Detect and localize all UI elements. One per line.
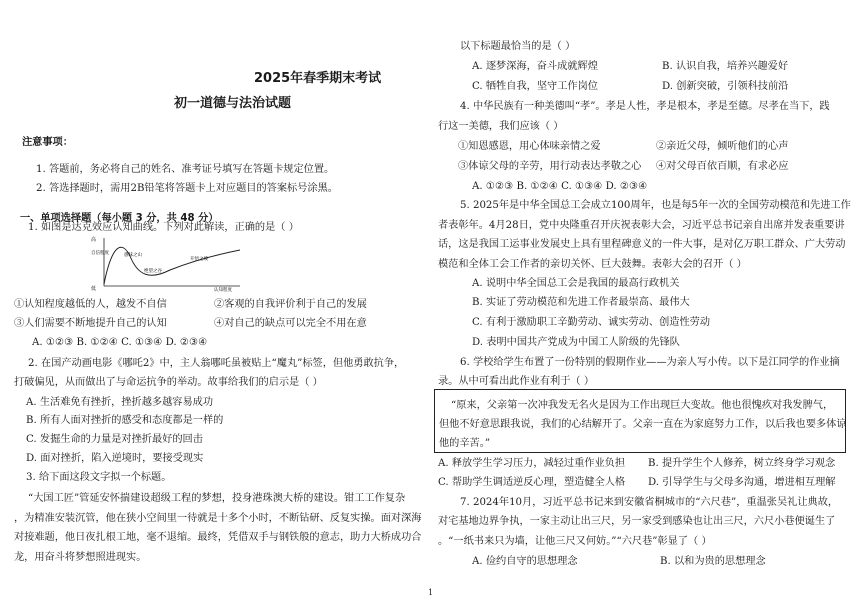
q3-option: B. 认识自我，培养兴趣爱好	[662, 61, 789, 72]
q5-stem: 模范和全体工会工作者的亲切关怀、巨大鼓舞。表彰大会的召开（ ）	[438, 259, 747, 270]
q6-option: D. 引导学生与父母多沟通，增进相互理解	[648, 477, 836, 488]
q2-stem: 打破偏见，从而做出了与命运抗争的举动。故事给我们的启示是（ ）	[14, 377, 323, 388]
notice-item: 1. 答题前，务必将自己的姓名、准考证号填写在答题卡规定位置。	[36, 164, 335, 175]
q4-options: A. ①②③ B. ①②④ C. ①③④ D. ②③④	[472, 181, 648, 192]
subject-title: 初一道德与法治试题	[174, 96, 292, 111]
q5-option: B. 实证了劳动模范和先进工作者最崇高、最伟大	[472, 297, 690, 308]
quote-box	[434, 389, 846, 453]
q4-statement: ②亲近父母，倾听他们的心声	[656, 141, 789, 152]
quote-line: 他的辛苦。”	[439, 438, 491, 449]
q3-option: D. 创新突破，引领科技前沿	[662, 81, 789, 92]
q3-option: C. 牺牲自我，坚守工作岗位	[472, 81, 598, 92]
q3-passage: 对接难题，他日夜扎根工地，毫不退缩。最终，凭借双手与钢铁般的意志，助力大桥成功合	[14, 532, 422, 543]
ylabel-low: 低	[91, 286, 97, 292]
q5-option: C. 有利于激励职工辛勤劳动、诚实劳动、创造性劳动	[472, 317, 711, 328]
q4-statement: ③体谅父母的辛劳，用行动表达孝敬之心	[458, 161, 642, 172]
q1-statement: ③人们需要不断地提升自己的认知	[14, 318, 167, 329]
q1-statement: ②客观的自我评价利于自己的发展	[214, 299, 367, 310]
q2-option: B. 所有人面对挫折的感受和态度都是一样的	[26, 415, 224, 426]
q5-stem: 者表彰年。4月28日，党中央隆重召开庆祝表彰大会，习近平总书记亲自出席并发表重要讲	[438, 220, 845, 231]
q2-option: A. 生活难免有挫折，挫折越多越容易成功	[26, 397, 214, 408]
q7-option: B. 以和为贵的思想理念	[660, 556, 766, 567]
q6-stem: 录。从中可看出此作业有利于（ ）	[438, 376, 595, 387]
quote-line: 但他不好意思跟我说，我们的心结解开了。父亲一直在为家庭努力工作，以后我也要多体谅	[439, 419, 847, 430]
curve-label: 绝望之谷	[144, 269, 162, 274]
page-number: 1	[428, 588, 434, 597]
q6-option: B. 提升学生个人修养，树立终身学习观念	[648, 458, 836, 469]
q3-passage: 龙，用奋斗将梦想照进现实。	[14, 552, 147, 563]
q3-passage: ，为精准安装沉管，他在狭小空间里一待就是十多个小时，不断钻研、反复实操。面对深海	[14, 513, 422, 524]
q1-statement: ④对自己的缺点可以完全不用在意	[214, 318, 367, 329]
section-heading: 一、单项选择题（每小题 3 分，共 48 分）	[20, 213, 219, 224]
q1-statement: ①认知程度越低的人，越发不自信	[14, 299, 167, 310]
q4-stem: 4. 中华民族有一种美德叫“孝”。孝是人性，孝是根本，孝是至德。尽孝在当下，践	[460, 101, 830, 112]
q6-option: A. 释放学生学习压力，减轻过重作业负担	[438, 458, 626, 469]
q3-option: A. 逐梦深海，奋斗成就辉煌	[472, 61, 598, 72]
q2-option: D. 面对挫折，陷入逆境时，要接受现实	[26, 453, 204, 464]
q4-statement: ①知恩感恩，用心体味亲情之爱	[458, 141, 601, 152]
notice-item: 2. 答选择题时，需用2B铅笔将答题卡上对应题目的答案标号涂黑。	[36, 183, 338, 194]
xlabel: 认知程度	[214, 288, 232, 292]
q2-option: C. 发掘生命的力量是对挫折最好的回击	[26, 434, 203, 445]
q4-stem: 行这一美德，我们应该（ ）	[438, 121, 564, 132]
q3-passage: “大国工匠”管延安怀揣建设超级工程的梦想，投身港珠澳大桥的建设。钳工工作复杂	[28, 493, 406, 504]
q7-option: A. 俭约自守的思想理念	[472, 556, 578, 567]
q7-stem: 7. 2024年10月，习近平总书记来到安徽省桐城市的“六尺巷”，重温张吴礼让典故，	[460, 497, 839, 508]
q5-stem: 5. 2025年是中华全国总工会成立100周年，也是每5年一次的全国劳动模范和先进工作	[460, 200, 851, 211]
ylabel: 自信程度	[91, 251, 109, 256]
quote-line: “原来，父亲第一次冲我发无名火是因为工作出现巨大变故。他也很愧疚对我发脾气，	[451, 400, 834, 411]
dunning-kruger-figure	[90, 234, 246, 292]
exam-title: 2025年春季期末考试	[254, 71, 382, 86]
q2-stem: 2. 在国产动画电影《哪吒2》中，主人翁哪吒虽被贴上“魔丸”标签，但他勇敢抗争，	[28, 358, 405, 369]
q7-stem: 对宅基地边界争执，一家主动让出三尺，另一家受到感染也让出三尺，六尺小巷便诞生了	[438, 516, 836, 527]
q1-options: A. ①②③ B. ①②④ C. ①③④ D. ②③④	[32, 337, 208, 348]
q6-option: C. 帮助学生调适逆反心理，塑造健全人格	[438, 477, 626, 488]
q7-stem: 。“一纸书来只为墙，让他三尺又何妨。”“六尺巷”彰显了（ ）	[438, 536, 712, 547]
ylabel-high: 高	[91, 237, 97, 243]
q5-option: A. 说明中华全国总工会是我国的最高行政机关	[472, 278, 680, 289]
q3-stem: 3. 给下面这段文字拟一个标题。	[26, 472, 172, 483]
curve-label: 开悟之坡	[190, 257, 208, 262]
q4-statement: ④对父母百依百顺，有求必应	[656, 161, 789, 172]
q6-stem: 6. 学校给学生布置了一份特别的假期作业——为亲人写小传。以下是江同学的作业摘	[460, 357, 840, 368]
notice-heading: 注意事项：	[22, 137, 73, 148]
q5-option: D. 表明中国共产党成为中国工人阶级的先锋队	[472, 337, 680, 348]
q1-stem: 1. 如图是达克效应认知曲线。下列对此解读，正确的是（ ）	[28, 222, 299, 233]
q5-stem: 话，这是我国工运事业发展史上具有里程碑意义的一件大事，是对亿万职工群众、广大劳动	[438, 239, 846, 250]
curve-label: 愚昧之山	[124, 253, 142, 258]
q3-stem-cont: 以下标题最恰当的是（ ）	[460, 41, 576, 52]
